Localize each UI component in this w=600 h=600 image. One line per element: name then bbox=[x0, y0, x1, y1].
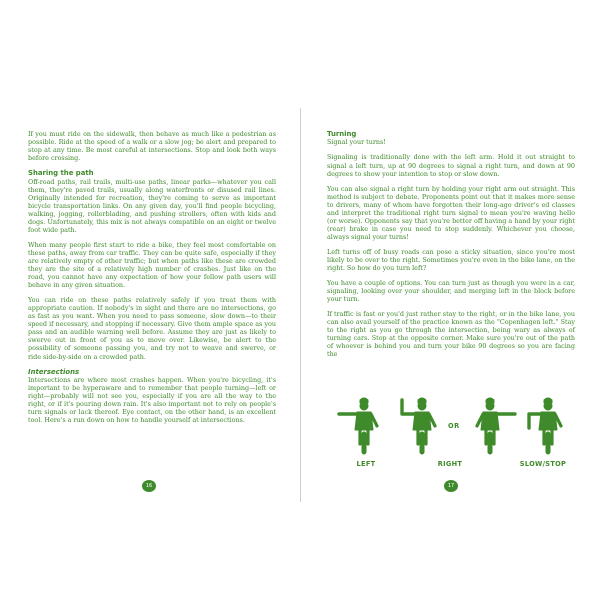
caption-right: RIGHT bbox=[437, 460, 463, 468]
turning-subheading: Signal your turns! bbox=[327, 138, 386, 147]
left-turns-paragraph: Left turns off of busy roads can pose a sticky situation, since you're most likely to be over to the right. Sometimes you're even in the bike lane, on the right. So how do you turn left? bbox=[327, 247, 575, 273]
page-number-right: 17 bbox=[444, 480, 458, 492]
intersections-paragraph: Intersections are where most crashes happen. When you're bicycling, it's important to be hyperaware and to remember that people turning—left or right—probably will not see you, especially if you are all the way to the right, or if it's pouring down rain. It's also important not to rely on people's turn signals or lack thereof. Eye contact, on the other hand, is an excellent tool. Here's a run down on how to handle yourself at intersections. bbox=[28, 375, 276, 425]
intersections-heading: Intersections bbox=[28, 367, 80, 376]
cyclist-stop-signal-figure bbox=[520, 396, 576, 458]
sharing-paragraph-3: You can ride on these paths relatively safely if you treat them with appropriate caution. If nobody's in sight and there are no intersections, go as fast as you want. When you need to pass someone, slow down—to their speed if necessary, and stopping if necessary. Give them ample space as you pass and an audible warning well before. Assume they are just as likely to swerve out in front of you as to move over. Likewise, be alert to the possibility of someone passing you, and try not to weave and swerve, or ride side-by-side on a crowded path. bbox=[28, 296, 276, 361]
hand-signal-illustrations bbox=[332, 396, 576, 474]
page-gutter bbox=[300, 108, 301, 502]
options-paragraph: You have a couple of options. You can turn just as though you were in a car, signaling, looking over your shoulder, and merging left in the block before your turn. bbox=[327, 279, 575, 304]
or-label: OR bbox=[448, 422, 460, 430]
right-signal-paragraph: You can also signal a right turn by holding your right arm out straight. This method is subject to debate. Proponents point out that it makes more sense to drivers, many of whom have forgotten their long-ago driver's ed classes and interpret the traditional right turn signal to mean you're waving hello (or worse). Opponents say that you're better off having a hand by your right (rear) brake in case you need to stop suddenly. Whichever you choose, always signal your turns! bbox=[327, 184, 575, 241]
cyclist-right-arm-signal-figure bbox=[462, 396, 518, 458]
left-page-column bbox=[28, 130, 276, 431]
intro-paragraph: If you must ride on the sidewalk, then behave as much like a pedestrian as possible. Ride at the speed of a walk or a slow jog; be alert and prepared to stop at any time. Be most careful at intersections. Stop and look both ways before crossing. bbox=[28, 130, 276, 163]
right-page-column bbox=[327, 130, 575, 365]
sharing-heading: Sharing the path bbox=[28, 169, 94, 178]
signaling-paragraph: Signaling is traditionally done with the left arm. Hold it out straight to signal a left turn, up at 90 degrees to signal a right turn, and down at 90 degrees to show your intention to stop or slow down. bbox=[327, 153, 575, 178]
caption-left: LEFT bbox=[356, 460, 376, 468]
cyclist-left-signal-figure bbox=[336, 396, 392, 458]
caption-slow-stop: SLOW/STOP bbox=[519, 460, 567, 468]
sharing-paragraph-1: Off-road paths, rail trails, multi-use paths, linear parks—whatever you call them, they're paved trails, usually along waterfronts or disused rail lines. Originally intended for recreation, they're coming to serve as important bicycle transportation links. On any given day, you'll find people bicycling, walking, jogging, rollerblading, and pushing strollers, often with kids and dogs. Unfortunately, this mix is not always compatible on an eight or twelve foot wide path. bbox=[28, 177, 276, 234]
page-number-left: 16 bbox=[142, 480, 156, 492]
turning-heading: Turning bbox=[327, 130, 357, 138]
cyclist-right-signal-figure bbox=[394, 396, 450, 458]
copenhagen-paragraph: If traffic is fast or you'd just rather stay to the right, or in the bike lane, you can also avail yourself of the practice known as the "Copenhagen left." Stay to the right as you go through the intersection, being wary as always of turning cars. Stop at the opposite corner. Make sure you're out of the path of whoever is behind you and turn your bike 90 degrees so you are facing the bbox=[327, 310, 575, 359]
sharing-paragraph-2: When many people first start to ride a bike, they feel most comfortable on these paths, away from car traffic. They can be quite safe, especially if they are relatively empty of other traffic; but when paths like these are crowded they are the site of a relatively high number of crashes. Just like on the road, you cannot have any expectation of how your fellow path users will behave in any given situation. bbox=[28, 240, 276, 290]
